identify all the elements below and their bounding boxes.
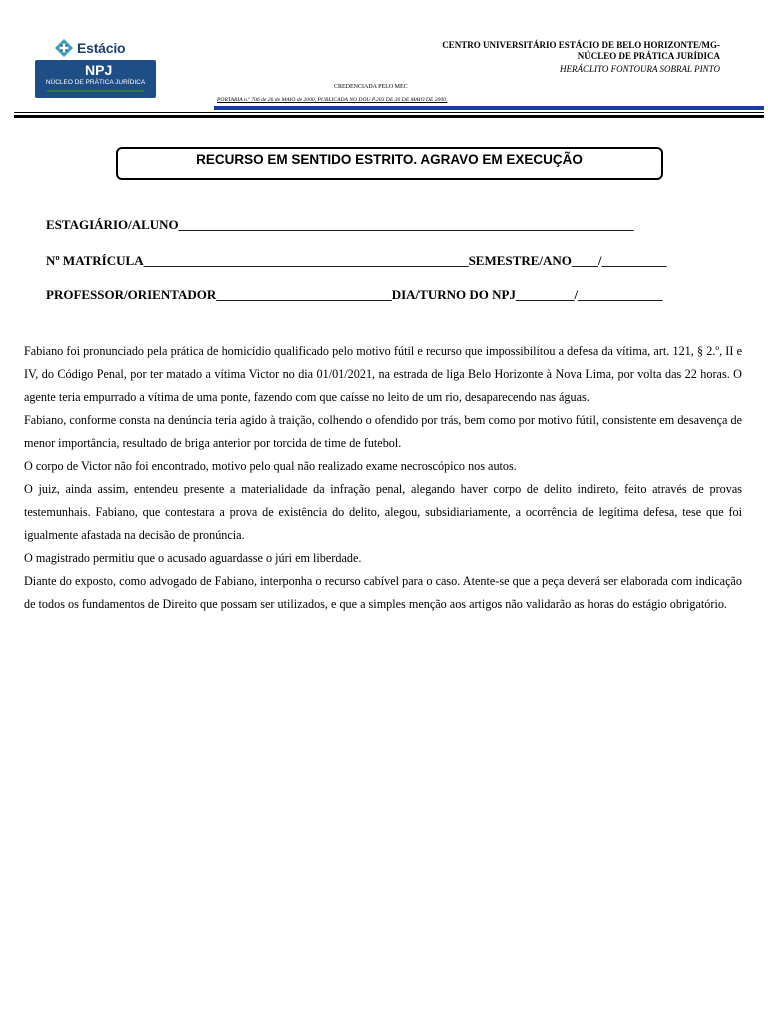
logo-brand-text: Estácio <box>77 40 126 56</box>
header-blue-rule <box>214 106 764 110</box>
credential-line: CREDENCIADA PELO MEC <box>334 84 408 90</box>
header-rule-thin <box>14 112 764 113</box>
logo-npj-text: NPJ <box>85 62 113 78</box>
paragraph: O juiz, ainda assim, entendeu presente a materialidade da infração penal, alegando haver corpo de delito indireto, feito através de provas testemunhais. Fabiano, que contestara a prova de existência do delito, alegou, subsidiariamente, a ocorrência de legítima defesa, tese que foi igualmente afastada na decisão de pronúncia. <box>24 482 742 542</box>
document-title-box <box>116 147 663 180</box>
portaria-line: PORTARIA n.º 706 de 26 de MAIO de 2000, PUBLICADA NO DOU P.203 DE 30 DE MAIO DE 2000. <box>217 97 448 103</box>
paragraph: O corpo de Victor não foi encontrado, motivo pelo qual não realizado exame necroscópico nos autos. <box>24 459 517 473</box>
student-field[interactable]: ESTAGIÁRIO/ALUNO______________________________________________________________________ <box>46 217 634 232</box>
institution-logo <box>35 38 156 100</box>
registration-semester-field[interactable]: Nº MATRÍCULA__________________________________________________SEMESTRE/ANO____/__________ <box>46 253 667 268</box>
logo-accent-line <box>47 90 144 92</box>
paragraph: Fabiano foi pronunciado pela prática de homicídio qualificado pelo motivo fútil e recurso que impossibilitou a defesa da vítima, art. 121, § 2.º, II e IV, do Código Penal, por ter matado a vítima Victor no dia 01/01/2021, na estrada de liga Belo Horizonte à Nova Lima, por volta das 22 horas. O agente teria empurrado a vítima de uma ponte, fazendo com que caísse no leito de um rio, desaparecendo nas águas. <box>24 344 742 404</box>
logo-subtitle: NÚCLEO DE PRÁTICA JURÍDICA <box>45 79 146 86</box>
professor-shift-field[interactable]: PROFESSOR/ORIENTADOR___________________________DIA/TURNO DO NPJ_________/_____________ <box>46 287 663 302</box>
header-rule-thick <box>14 115 764 118</box>
institution-patron: HERÁCLITO FONTOURA SOBRAL PINTO <box>560 64 720 74</box>
institution-department: NÚCLEO DE PRÁTICA JURÍDICA <box>577 51 720 61</box>
logo-top <box>55 38 125 58</box>
paragraph: Fabiano, conforme consta na denúncia teria agido à traição, colhendo o ofendido por trás, bem como por motivo fútil, consistente em desavença de menor importância, resultado de briga anterior por torcida de time de futebol. <box>24 413 742 450</box>
estacio-diamond-icon <box>55 39 73 57</box>
document-title: RECURSO EM SENTIDO ESTRITO. AGRAVO EM EXECUÇÃO <box>196 152 583 167</box>
paragraph: Diante do exposto, como advogado de Fabiano, interponha o recurso cabível para o caso. Atente-se que a peça deverá ser elaborada com indicação de todos os fundamentos de Direito que possam ser utilizados, e que a simples menção aos artigos não validarão as horas do estágio obrigatório. <box>24 574 742 611</box>
institution-name: CENTRO UNIVERSITÁRIO ESTÁCIO DE BELO HORIZONTE/MG- <box>442 40 720 50</box>
paragraph: O magistrado permitiu que o acusado aguardasse o júri em liberdade. <box>24 551 362 565</box>
case-statement <box>24 340 742 616</box>
npj-badge <box>35 60 156 98</box>
